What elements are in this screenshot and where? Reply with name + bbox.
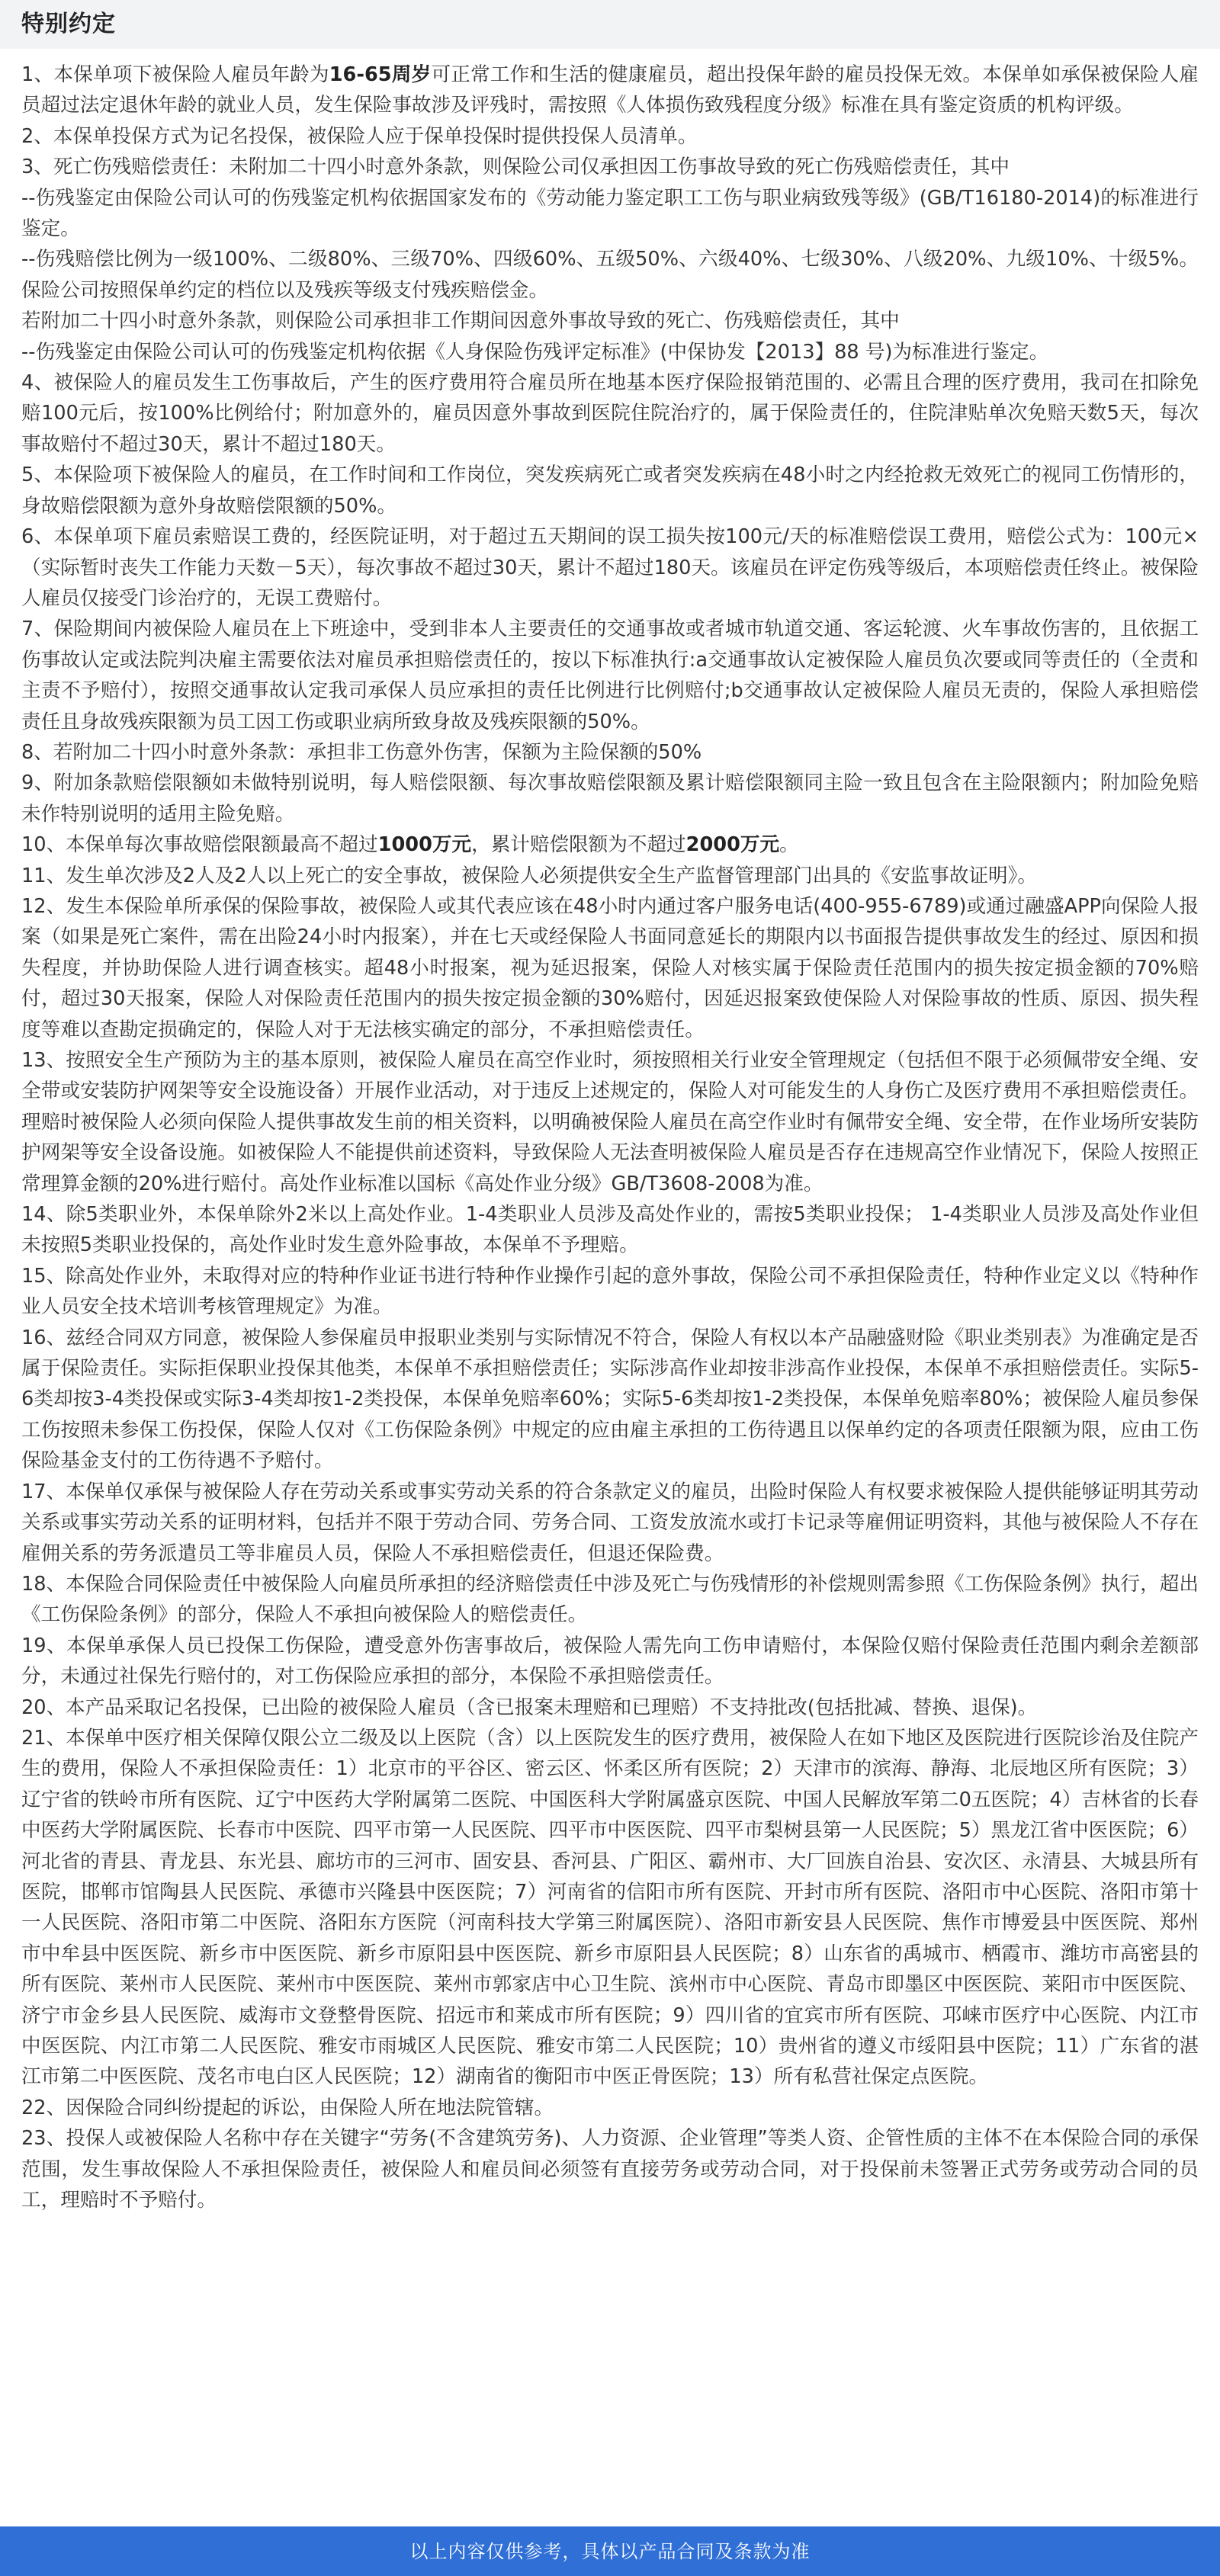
clause-10 (21, 829, 1199, 860)
clause-14: 14、除5类职业外，本保单除外2米以上高处作业。1-4类职业人员涉及高处作业的，需按5类职业投保； 1-4类职业人员涉及高处作业但未按照5类职业投保的，高处作业时发生意外险事故，本保单不予理赔。 (21, 1203, 1199, 1257)
clause-23: 23、投保人或被保险人名称中存在关键字“劳务(不含建筑劳务)、人力资源、企业管理”等类人资、企管性质的主体不在本保险合同的承保范围，发生事故保险人不承担保险责任，被保险人和雇员间必须签有直接劳务或劳动合同，对于投保前未签署正式劳务或劳动合同的员工，理赔时不予赔付。 (21, 2127, 1199, 2212)
clause-7: 7、保险期间内被保险人雇员在上下班途中，受到非本人主要责任的交通事故或者城市轨道交通、客运轮渡、火车事故伤害的，且依据工伤事故认定或法院判决雇主需要依法对雇员承担赔偿责任的，按以下标准执行:a交通事故认定被保险人雇员负次要或同等责任的（全责和主责不予赔付），按照交通事故认定我司承保人员应承担的责任比例进行比例赔付;b交通事故认定被保险人雇员无责的，保险人承担赔偿责任且身故残疾限额为员工因工伤或职业病所致身故及残疾限额的50%。 (21, 618, 1199, 733)
clause-5: 5、本保险项下被保险人的雇员，在工作时间和工作岗位，突发疾病死亡或者突发疾病在48小时之内经抢救无效死亡的视同工伤情形的，身故赔偿限额为意外身故赔偿限额的50%。 (21, 464, 1199, 518)
clause-3-sub-1: --伤残鉴定由保险公司认可的伤残鉴定机构依据国家发布的《劳动能力鉴定职工工伤与职业病致残等级》(GB/T16180-2014)的标准进行鉴定。 (21, 186, 1199, 241)
clause-21: 21、本保单中医疗相关保障仅限公立二级及以上医院（含）以上医院发生的医疗费用，被保险人在如下地区及医院进行医院诊治及住院产生的费用，保险人不承担保险责任：1）北京市的平谷区、密云区、怀柔区所有医院；2）天津市的滨海、静海、北辰地区所有医院；3）辽宁省的铁岭市所有医院、辽宁中医药大学附属第二医院、中国医科大学附属盛京医院、中国人民解放军第二0五医院；4）吉林省的长春中医药大学附属医院、长春市中医院、四平市第一人民医院、四平市中医医院、四平市梨树县第一人民医院；5）黑龙江省中医医院；6）河北省的青县、青龙县、东光县、廊坊市的三河市、固安县、香河县、广阳区、霸州市、大厂回族自治县、安次区、永清县、大城县所有医院，邯郸市馆陶县人民医院、承德市兴隆县中医医院；7）河南省的信阳市所有医院、开封市所有医院、洛阳市中心医院、洛阳市第十一人民医院、洛阳市第二中医院、洛阳东方医院（河南科技大学第三附属医院）、洛阳市新安县人民医院、焦作市博爱县中医医院、郑州市中牟县中医医院、新乡市中医医院、新乡市原阳县中医医院、新乡市原阳县人民医院；8）山东省的禹城市、栖霞市、潍坊市高密县的所有医院、莱州市人民医院、莱州市中医医院、莱州市郭家店中心卫生院、滨州市中心医院、青岛市即墨区中医医院、莱阳市中医医院、济宁市金乡县人民医院、威海市文登整骨医院、招远市和莱成市所有医院；9）四川省的宜宾市所有医院、邛崃市医疗中心医院、内江市中医医院、内江市第二人民医院、雅安市雨城区人民医院、雅安市第二人民医院；10）贵州省的遵义市绥阳县中医院；11）广东省的湛江市第二中医医院、茂名市电白区人民医院；12）湖南省的衡阳市中医正骨医院；13）所有私营社保定点医院。 (21, 1726, 1199, 2089)
page-title: 特别约定 (21, 11, 116, 37)
clause-1 (21, 59, 1199, 121)
disclaimer-footer (0, 2526, 1220, 2576)
clause-8: 8、若附加二十四小时意外条款：承担非工伤意外伤害，保额为主险保额的50% (21, 740, 702, 764)
clause-22: 22、因保险合同纠纷提起的诉讼，由保险人所在地法院管辖。 (21, 2096, 554, 2119)
clause-13: 13、按照安全生产预防为主的基本原则，被保险人雇员在高空作业时，须按照相关行业安全管理规定（包括但不限于必须佩带安全绳、安全带或安装防护网架等安全设施设备）开展作业活动，对于违反上述规定的，保险人对可能发生的人身伤亡及医疗费用不承担赔偿责任。理赔时被保险人必须向保险人提供事故发生前的相关资料，以明确被保险人雇员在高空作业时有佩带安全绳、安全带，在作业场所安装防护网架等安全设备设施。如被保险人不能提供前述资料，导致保险人无法查明被保险人雇员是否存在违规高空作业情况下，保险人按照正常理算金额的20%进行赔付。高处作业标准以国标《高处作业分级》GB/T3608-2008为准。 (21, 1049, 1199, 1195)
title-bar (0, 0, 1220, 49)
clause-1-text-a: 1、本保单项下被保险人雇员年龄为 (21, 63, 329, 86)
clause-10-per-accident-limit: 1000万元 (377, 833, 472, 857)
clause-10-text-c: ，累计赔偿限额为不超过 (471, 833, 686, 857)
clause-20: 20、本产品采取记名投保，已出险的被保险人雇员（含已报案未理赔和已理赔）不支持批改(包括批减、替换、退保)。 (21, 1695, 1038, 1719)
clause-9: 9、附加条款赔偿限额如未做特别说明，每人赔偿限额、每次事故赔偿限额及累计赔偿限额同主险一致且包含在主险限额内；附加险免赔未作特别说明的适用主险免赔。 (21, 772, 1199, 826)
clause-2: 2、本保单投保方式为记名投保，被保险人应于保单投保时提供投保人员清单。 (21, 124, 698, 148)
clause-19: 19、本保单承保人员已投保工伤保险，遭受意外伤害事故后，被保险人需先向工伤申请赔付，本保险仅赔付保险责任范围内剩余差额部分，未通过社保先行赔付的，对工伤保险应承担的部分，本保险不承担赔偿责任。 (21, 1634, 1199, 1689)
clause-3-sub-2: --伤残赔偿比例为一级100%、二级80%、三级70%、四级60%、五级50%、六级40%、七级30%、八级20%、九级10%、十级5%。保险公司按照保单约定的档位以及残疾等级支付残疾赔偿金。 (21, 248, 1199, 302)
clause-1-age-range: 16-65周岁 (329, 63, 432, 86)
clause-3-sub-3: 若附加二十四小时意外条款，则保险公司承担非工作期间因意外事故导致的死亡、伤残赔偿责任，其中 (21, 310, 900, 333)
clause-3-sub-4: --伤残鉴定由保险公司认可的伤残鉴定机构依据《人身保险伤残评定标准》(中保协发【2013】88 号)为标准进行鉴定。 (21, 340, 1049, 364)
clause-1-text-c: 可正常工作和生活的健康雇员，超出投保年龄的雇员投保无效。本保单如承保被保险人雇员超过法定退休年龄的就业人员，发生保险事故涉及评残时，需按照《人体损伤致残程度分级》标准在具有鉴定资质的机构评级。 (21, 63, 1199, 117)
clause-4: 4、被保险人的雇员发生工伤事故后，产生的医疗费用符合雇员所在地基本医疗保险报销范围的、必需且合理的医疗费用，我司在扣除免赔100元后，按100%比例给付；附加意外的，雇员因意外事故到医院住院治疗的，属于保险责任的，住院津贴单次免赔天数5天，每次事故赔付不超过30天，累计不超过180天。 (21, 371, 1199, 456)
clause-10-text-a: 10、本保单每次事故赔偿限额最高不超过 (21, 833, 378, 857)
disclaimer-text: 以上内容仅供参考，具体以产品合同及条款为准 (409, 2540, 811, 2562)
clause-10-cumulative-limit: 2000万元 (685, 833, 780, 857)
clause-10-text-e: 。 (779, 833, 799, 857)
clause-15: 15、除高处作业外，未取得对应的特种作业证书进行特种作业操作引起的意外事故，保险公司不承担保险责任，特种作业定义以《特种作业人员安全技术培训考核管理规定》为准。 (21, 1264, 1199, 1319)
clauses-list (21, 59, 1199, 2215)
clause-11: 11、发生单次涉及2人及2人以上死亡的安全事故，被保险人必须提供安全生产监督管理部门出具的《安监事故证明》。 (21, 864, 1038, 887)
clause-18: 18、本保险合同保险责任中被保险人向雇员所承担的经济赔偿责任中涉及死亡与伤残情形的补偿规则需参照《工伤保险条例》执行，超出《工伤保险条例》的部分，保险人不承担向被保险人的赔偿责任。 (21, 1572, 1199, 1627)
clause-3: 3、死亡伤残赔偿责任：未附加二十四小时意外条款，则保险公司仅承担因工伤事故导致的死亡伤残赔偿责任，其中 (21, 156, 1010, 179)
clause-16: 16、兹经合同双方同意，被保险人参保雇员申报职业类别与实际情况不符合，保险人有权以本产品融盛财险《职业类别表》为准确定是否属于保险责任。实际拒保职业投保其他类，本保单不承担赔偿责任；实际涉高作业却按非涉高作业投保，本保单不承担赔偿责任。实际5-6类却按3-4类投保或实际3-4类却按1-2类投保，本保单免赔率60%；实际5-6类却按1-2类投保，本保单免赔率80%；被保险人雇员参保工伤按照未参保工伤投保，保险人仅对《工伤保险条例》中规定的应由雇主承担的工伤待遇且以保单约定的各项责任限额为限，应由工伤保险基金支付的工伤待遇不予赔付。 (21, 1326, 1199, 1473)
clause-12: 12、发生本保险单所承保的保险事故，被保险人或其代表应该在48小时内通过客户服务电话(400-955-6789)或通过融盛APP向保险人报案（如果是死亡案件，需在出险24小时内报案），并在七天或经保险人书面同意延长的期限内以书面报告提供事故发生的经过、原因和损失程度，并协助保险人进行调查核实。超48小时报案，视为延迟报案，保险人对核实属于保险责任范围内的损失按定损金额的70%赔付，超过30天报案，保险人对保险责任范围内的损失按定损金额的30%赔付，因延迟报案致使保险人对保险事故的性质、原因、损失程度等难以查勘定损确定的，保险人对于无法核实确定的部分，不承担赔偿责任。 (21, 894, 1199, 1041)
clause-6: 6、本保单项下雇员索赔误工费的，经医院证明，对于超过五天期间的误工损失按100元/天的标准赔偿误工费用，赔偿公式为：100元×（实际暂时丧失工作能力天数－5天），每次事故不超过30天，累计不超过180天。该雇员在评定伤残等级后，本项赔偿责任终止。被保险人雇员仅接受门诊治疗的，无误工费赔付。 (21, 525, 1199, 610)
clause-17: 17、本保单仅承保与被保险人存在劳动关系或事实劳动关系的符合条款定义的雇员，出险时保险人有权要求被保险人提供能够证明其劳动关系或事实劳动关系的证明材料，包括并不限于劳动合同、劳务合同、工资发放流水或打卡记录等雇佣证明资料，其他与被保险人不存在雇佣关系的劳务派遣员工等非雇员人员，保险人不承担赔偿责任，但退还保险费。 (21, 1480, 1199, 1565)
